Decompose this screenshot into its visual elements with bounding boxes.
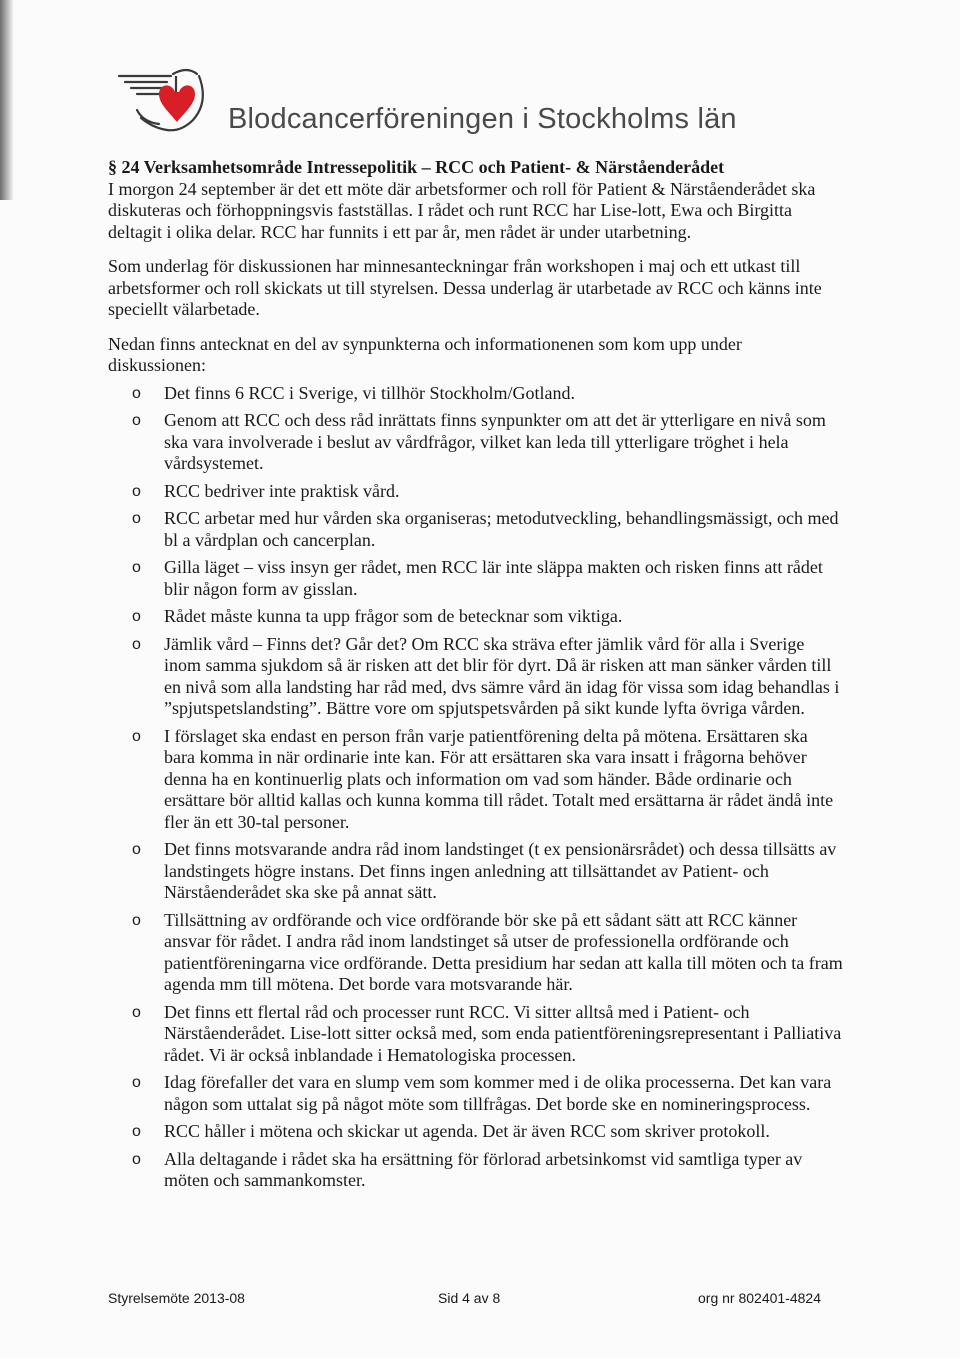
list-item	[108, 726, 843, 834]
list-item	[108, 1002, 843, 1067]
bullet-marker: o	[132, 1150, 141, 1168]
discussion-points-list	[108, 383, 843, 1192]
bullet-marker: o	[132, 911, 141, 929]
list-item-text: RCC bedriver inte praktisk vård.	[164, 480, 400, 501]
discussion-intro-paragraph: Nedan finns antecknat en del av synpunkterna och informationenen som kom upp under diskussionen:	[108, 333, 742, 375]
list-item	[108, 839, 843, 904]
organization-name: Blodcancerföreningen i Stockholms län	[228, 103, 737, 135]
list-item	[108, 634, 843, 720]
list-item-text: Gilla läget – viss insyn ger rådet, men RCC lär inte släppa makten och risken finns att rådet blir någon form av gisslan.	[164, 557, 823, 599]
document-body	[108, 157, 843, 1198]
intro-paragraph: I morgon 24 september är det ett möte där arbetsformer och roll för Patient & Närståenderådet ska diskuteras och förhoppningsvis fastställas. I rådet och runt RCC har Lise-lott, Ewa och Birgitta deltagit i olika delar. RCC har funnits i ett par år, men rådet är under utarbetning.	[108, 178, 816, 242]
list-item	[108, 481, 843, 503]
bullet-marker: o	[132, 727, 141, 745]
bullet-marker: o	[132, 510, 141, 527]
list-item-text: RCC arbetar med hur vården ska organiseras; metodutveckling, behandlingsmässigt, och med bl a vårdplan och cancerplan.	[164, 508, 839, 550]
scan-edge-shadow	[0, 0, 14, 200]
list-item	[108, 383, 843, 405]
bullet-marker: o	[132, 384, 141, 402]
bullet-marker: o	[132, 841, 141, 858]
list-item-text: Idag förefaller det vara en slump vem som kommer med i de olika processerna. Det kan vara någon som uttalat sig på något möte som tillfrågas. Det borde ske en nomineringsprocess.	[164, 1072, 832, 1114]
footer-meeting-label: Styrelsemöte 2013-08	[108, 1290, 245, 1306]
list-item	[108, 410, 843, 475]
list-item-text: I förslaget ska endast en person från varje patientförening delta på mötena. Ersättaren ska bara komma in när ordinarie inte kan. För att ersättaren ska vara insatt i frågorna behöver denna ha en kontinuerlig plats och information om vad som händer. Både ordinarie och ersättare bör alltid kallas och kunna komma till rådet. Totalt med ersättarna är rådet ändå inte fler än ett 30-tal personer.	[164, 725, 834, 832]
bullet-marker: o	[132, 1074, 141, 1091]
background-paragraph: Som underlag för diskussionen har minnesanteckningar från workshopen i maj och ett utkast till arbetsformer och roll skickats ut till styrelsen. Dessa underlag är utarbetade av RCC och känns inte speciellt välarbetade.	[108, 256, 822, 319]
bullet-marker: o	[132, 559, 141, 576]
list-item	[108, 910, 843, 996]
bullet-marker: o	[132, 1123, 141, 1140]
heart-dove-logo-icon	[113, 62, 208, 142]
list-item-text: Det finns ett flertal råd och processer runt RCC. Vi sitter alltså med i Patient- och Närståenderådet. Lise-lott sitter också med, som enda patientföreningsrepresentant i Palliativa rådet. Vi är också inblandade i Hematologiska processen.	[164, 1001, 842, 1065]
list-item-text: Rådet måste kunna ta upp frågor som de betecknar som viktiga.	[164, 606, 623, 626]
footer-page-number: Sid 4 av 8	[438, 1290, 501, 1306]
bullet-marker: o	[132, 412, 141, 429]
list-item-text: Genom att RCC och dess råd inrättats finns synpunkter om att det är ytterligare en nivå som ska vara involverade i beslut av vårdfrågor, vilket kan leda till ytterligare tröghet i hela vårdsystemet.	[164, 410, 826, 473]
list-item-text: RCC håller i mötena och skickar ut agenda. Det är även RCC som skriver protokoll.	[164, 1121, 770, 1141]
footer-org-number: org nr 802401-4824	[698, 1290, 821, 1306]
list-item-text: Alla deltagande i rådet ska ha ersättning för förlorad arbetsinkomst vid samtliga typer av möten och sammankomster.	[164, 1148, 803, 1190]
list-item	[108, 606, 843, 628]
list-item	[108, 508, 843, 551]
list-item	[108, 557, 843, 600]
section-heading: § 24 Verksamhetsområde Intressepolitik – RCC och Patient- & Närståenderådet	[108, 157, 725, 177]
list-item-text: Jämlik vård – Finns det? Går det? Om RCC ska sträva efter jämlik vård för alla i Sverige inom samma sjukdom så är risken att det blir för dyrt. Då är risken att man sänker vården till en nivå som alla landsting har råd med, dvs sämre vård än idag för vissa som idag behandlas i ”spjutspetslandsting”. Bättre vore om spjutspetsvården på sikt kunde lyfta övriga vården.	[164, 633, 840, 718]
list-item-text: Tillsättning av ordförande och vice ordförande bör ske på ett sådant sätt att RCC känner ansvar för rådet. I andra råd inom landstinget så utser de professionella ordförande och patientföreningarna vice ordförande. Detta presidium har sedan att kalla till möten och ta fram agenda mm till mötena. Det borde vara motsvarande här.	[164, 909, 843, 994]
list-item-text: Det finns motsvarande andra råd inom landstinget (t ex pensionärsrådet) och dessa tillsätts av landstingets högre instans. Det finns ingen anledning att tillsättandet av Patient- och Närståenderådet ska ske på annat sätt.	[164, 839, 837, 902]
list-item	[108, 1121, 843, 1143]
list-item-text: Det finns 6 RCC i Sverige, vi tillhör Stockholm/Gotland.	[164, 382, 575, 403]
bullet-marker: o	[132, 482, 141, 500]
list-item	[108, 1072, 843, 1115]
bullet-marker: o	[132, 1003, 141, 1021]
list-item	[108, 1149, 843, 1192]
bullet-marker: o	[132, 635, 141, 653]
bullet-marker: o	[132, 608, 141, 625]
